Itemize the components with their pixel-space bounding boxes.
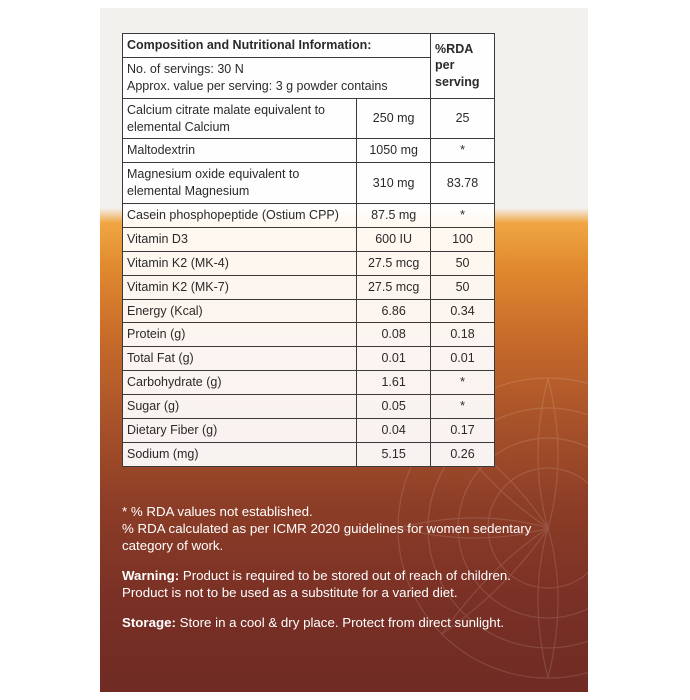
nutrient-name: Vitamin K2 (MK-4) bbox=[123, 251, 357, 275]
table-row bbox=[123, 395, 495, 419]
nutrient-amount: 310 mg bbox=[357, 163, 431, 204]
rda-guideline-note: % RDA calculated as per ICMR 2020 guidelines for women sedentary category of work. bbox=[122, 521, 532, 553]
nutrient-rda: 0.18 bbox=[431, 323, 495, 347]
nutrient-amount: 0.01 bbox=[357, 347, 431, 371]
nutrient-amount: 87.5 mg bbox=[357, 204, 431, 228]
table-row bbox=[123, 323, 495, 347]
table-row bbox=[123, 442, 495, 466]
nutrient-rda: 0.01 bbox=[431, 347, 495, 371]
nutrient-rda: 50 bbox=[431, 251, 495, 275]
nutrient-amount: 250 mg bbox=[357, 98, 431, 139]
nutrient-name: Protein (g) bbox=[123, 323, 357, 347]
servings-count: No. of servings: 30 N bbox=[127, 61, 244, 76]
nutrient-amount: 1.61 bbox=[357, 371, 431, 395]
nutrient-name: Magnesium oxide equivalent to elemental Magnesium bbox=[123, 163, 357, 204]
nutrient-rda: * bbox=[431, 139, 495, 163]
nutrient-rda: 100 bbox=[431, 227, 495, 251]
storage-text: Store in a cool & dry place. Protect from direct sunlight. bbox=[179, 615, 505, 630]
storage-note bbox=[122, 614, 552, 631]
nutrient-amount: 27.5 mcg bbox=[357, 275, 431, 299]
nutrient-rda: 0.17 bbox=[431, 418, 495, 442]
servings-info bbox=[123, 57, 431, 98]
rda-footnote: * % RDA values not established. bbox=[122, 504, 313, 519]
nutrient-name: Vitamin K2 (MK-7) bbox=[123, 275, 357, 299]
table-row bbox=[123, 275, 495, 299]
nutrient-rda: * bbox=[431, 204, 495, 228]
warning-text: Product is required to be stored out of reach of children. Product is not to be used as a substitute for a varied diet. bbox=[122, 568, 512, 600]
nutrient-name: Energy (Kcal) bbox=[123, 299, 357, 323]
nutrient-name: Casein phosphopeptide (Ostium CPP) bbox=[123, 204, 357, 228]
nutrient-amount: 1050 mg bbox=[357, 139, 431, 163]
serving-size: Approx. value per serving: 3 g powder contains bbox=[127, 78, 388, 93]
nutrient-rda: * bbox=[431, 371, 495, 395]
nutrient-name: Maltodextrin bbox=[123, 139, 357, 163]
storage-label: Storage: bbox=[122, 615, 176, 630]
table-row bbox=[123, 371, 495, 395]
product-label-panel bbox=[100, 8, 588, 692]
nutrient-rda: 0.26 bbox=[431, 442, 495, 466]
nutrient-name: Vitamin D3 bbox=[123, 227, 357, 251]
table-row bbox=[123, 204, 495, 228]
nutrient-rda: * bbox=[431, 395, 495, 419]
warning-label: Warning: bbox=[122, 568, 180, 583]
nutrient-name: Carbohydrate (g) bbox=[123, 371, 357, 395]
table-title: Composition and Nutritional Information: bbox=[123, 34, 431, 58]
nutrient-amount: 0.05 bbox=[357, 395, 431, 419]
nutrient-amount: 600 IU bbox=[357, 227, 431, 251]
table-row bbox=[123, 251, 495, 275]
warning-note bbox=[122, 567, 552, 601]
nutrient-rda: 83.78 bbox=[431, 163, 495, 204]
table-row bbox=[123, 299, 495, 323]
nutrient-amount: 0.08 bbox=[357, 323, 431, 347]
table-header-row bbox=[123, 34, 495, 58]
nutrient-name: Sodium (mg) bbox=[123, 442, 357, 466]
nutrient-amount: 0.04 bbox=[357, 418, 431, 442]
nutrition-table bbox=[122, 33, 495, 467]
table-row bbox=[123, 98, 495, 139]
label-notes bbox=[122, 503, 552, 631]
rda-column-header: %RDA per serving bbox=[431, 34, 495, 99]
nutrient-rda: 50 bbox=[431, 275, 495, 299]
table-row bbox=[123, 163, 495, 204]
nutrient-rda: 25 bbox=[431, 98, 495, 139]
table-row bbox=[123, 139, 495, 163]
nutrient-amount: 5.15 bbox=[357, 442, 431, 466]
nutrient-amount: 27.5 mcg bbox=[357, 251, 431, 275]
nutrient-name: Calcium citrate malate equivalent to elemental Calcium bbox=[123, 98, 357, 139]
nutrient-rda: 0.34 bbox=[431, 299, 495, 323]
nutrient-name: Sugar (g) bbox=[123, 395, 357, 419]
table-row bbox=[123, 347, 495, 371]
table-row bbox=[123, 418, 495, 442]
nutrient-name: Dietary Fiber (g) bbox=[123, 418, 357, 442]
nutrient-name: Total Fat (g) bbox=[123, 347, 357, 371]
table-row bbox=[123, 227, 495, 251]
nutrient-amount: 6.86 bbox=[357, 299, 431, 323]
